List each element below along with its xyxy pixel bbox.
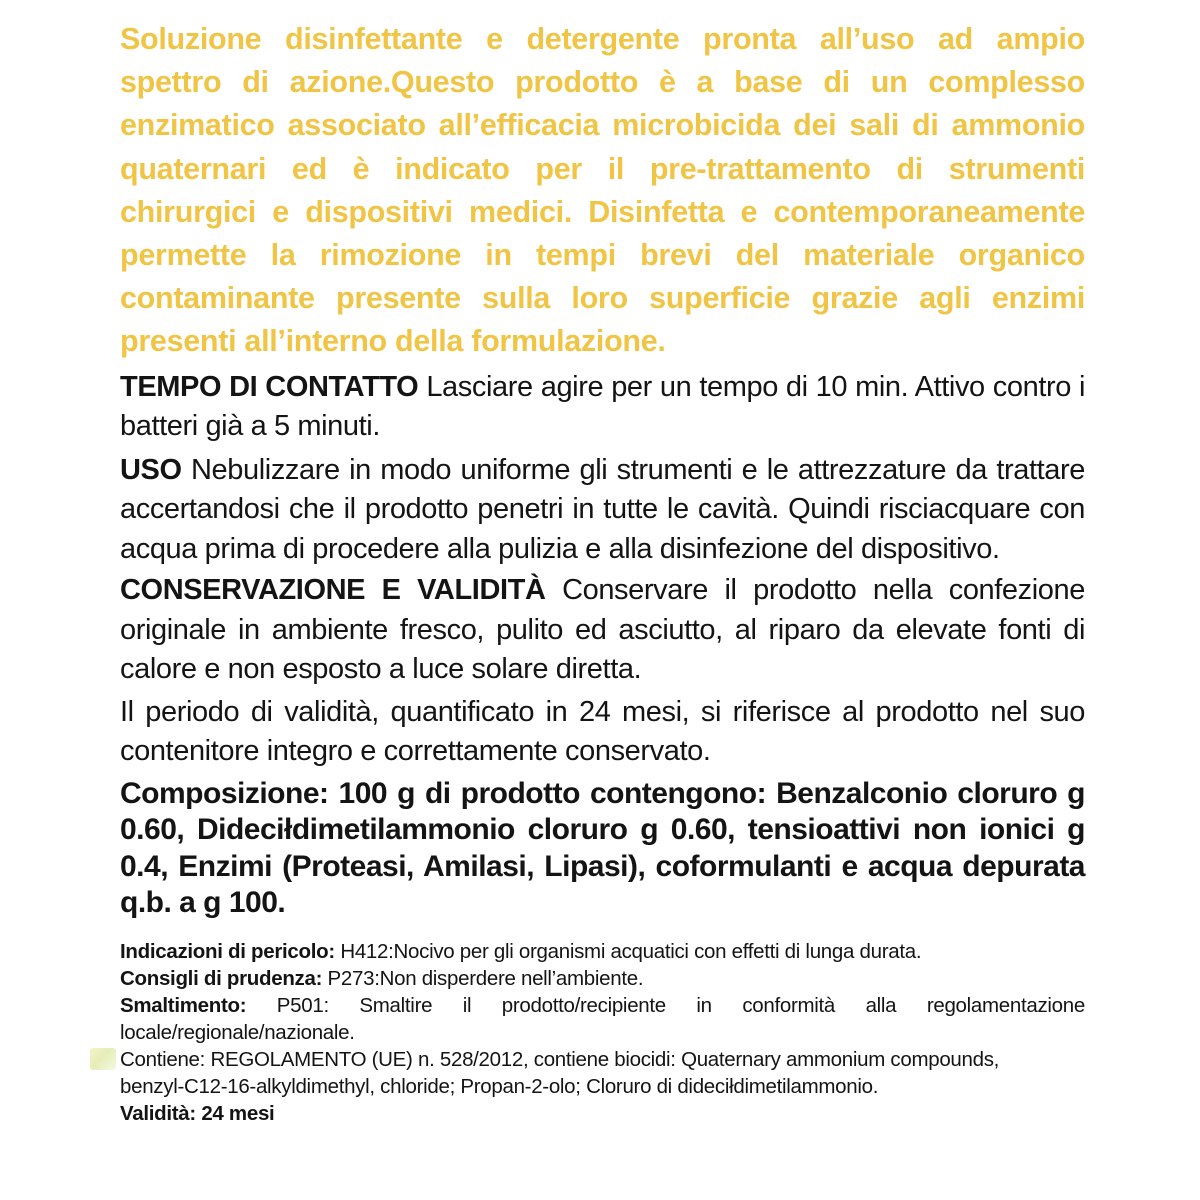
contains-line-2-paragraph	[120, 1073, 1085, 1100]
disposal-label: Smaltimento:	[120, 993, 247, 1017]
storage-text: Conservare il prodotto nella confezione originale in ambiente fresco, pulito ed asciutto, al riparo da elevate fonti di calore e non esposto a luce solare diretta.	[120, 574, 1085, 686]
storage-heading: CONSERVAZIONE E VALIDITÀ	[120, 574, 546, 607]
precaution-text: P273:Non disperdere nell’ambiente.	[327, 966, 644, 990]
hazard-statement	[120, 938, 1085, 965]
validity-paragraph: Il periodo di validità, quantificato in 24 mesi, si riferisce al prodotto nel suo contenitore integro e correttamente conservato.	[120, 695, 1085, 768]
stain-mark	[90, 1048, 116, 1070]
usage-text: Nebulizzare in modo uniforme gli strumenti e le attrezzature da trattare accertandosi che il prodotto penetri in tutte le cavità. Quindi risciacquare con acqua prima di procedere alla pulizia e alla disinfezione del dispositivo.	[120, 453, 1085, 565]
contains-line-2: benzyl-C12-16-alkyldimethyl, chloride; Propan-2-olo; Cloruro di dideciłdimetilammonio.	[120, 1074, 879, 1098]
contains-line-1: Contiene: REGOLAMENTO (UE) n. 528/2012, contiene biocidi: Quaternary ammonium compounds,	[120, 1047, 1000, 1071]
precaution-label: Consigli di prudenza:	[120, 966, 323, 990]
storage-section	[120, 571, 1085, 690]
intro-paragraph: Soluzione disinfettante e detergente pronta all’uso ad ampio spettro di azione.Questo prodotto è a base di un complesso enzimatico associato all’efficacia microbicida dei sali di ammonio quaternari ed è indicato per il pre-trattamento di strumenti chirurgici e dispositivi medici. Disinfetta e contemporaneamente permette la rimozione in tempi brevi del materiale organico contaminante presente sulla loro superficie grazie agli enzimi presenti all’interno della formulazione.	[120, 22, 1085, 359]
usage-section	[120, 451, 1085, 570]
validity-label: Validità:	[120, 1101, 196, 1125]
contact-time-heading: TEMPO DI CONTATTO	[120, 370, 419, 403]
contact-time-section	[120, 368, 1085, 447]
product-label	[120, 18, 1085, 1127]
disposal-statement	[120, 992, 1085, 1046]
validity-statement	[120, 1100, 1085, 1127]
hazard-text: H412:Nocivo per gli organismi acquatici con effetti di lunga durata.	[340, 939, 922, 963]
usage-heading: USO	[120, 453, 182, 486]
precaution-statement	[120, 965, 1085, 992]
hazard-label: Indicazioni di pericolo:	[120, 939, 335, 963]
contains-statement	[120, 1046, 1085, 1073]
validity-value: 24 mesi	[201, 1101, 275, 1125]
composition-paragraph: Composizione: 100 g di prodotto contengono: Benzalconio cloruro g 0.60, Dideciłdimetilammonio cloruro g 0.60, tensioattivi non ionici g 0.4, Enzimi (Proteasi, Amilasi, Lipasi), coformulanti e acqua depurata q.b. a g 100.	[120, 776, 1085, 920]
contact-time-text: Lasciare agire per un tempo di 10 min. Attivo contro i batteri già a 5 minuti.	[120, 370, 1085, 443]
disposal-text: P501: Smaltire il prodotto/recipiente in conformità alla regolamentazione locale/regionale/nazionale.	[120, 993, 1085, 1044]
